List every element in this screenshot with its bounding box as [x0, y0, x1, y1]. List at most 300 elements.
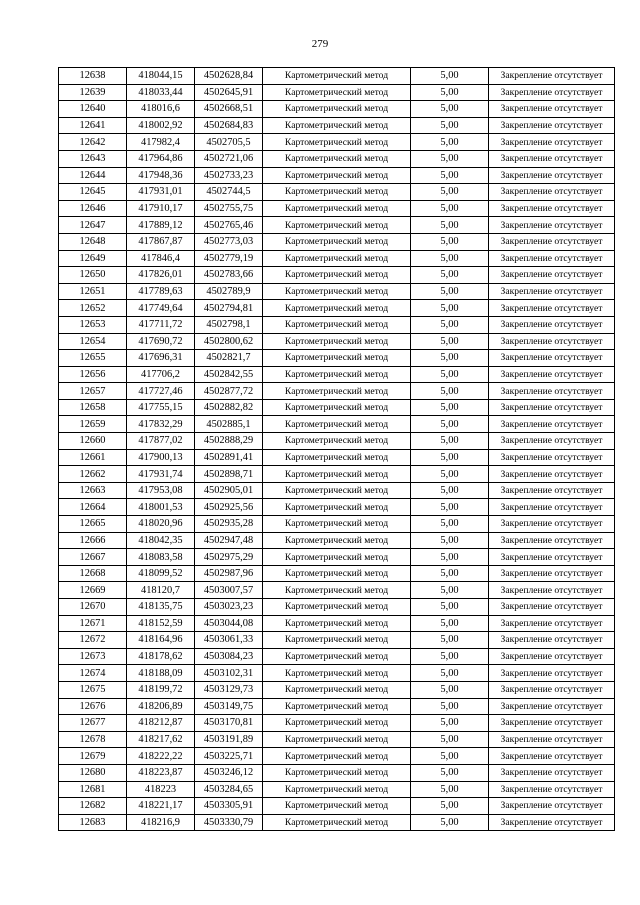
accuracy-cell: 5,00: [411, 615, 489, 632]
method-cell: Картометрический метод: [263, 250, 411, 267]
method-cell: Картометрический метод: [263, 466, 411, 483]
table-row: [59, 333, 615, 350]
point-number-cell: 12680: [59, 764, 127, 781]
point-number-cell: 12645: [59, 184, 127, 201]
method-cell: Картометрический метод: [263, 101, 411, 118]
fixation-cell: Закрепление отсутствует: [489, 781, 615, 798]
table-row: [59, 250, 615, 267]
accuracy-cell: 5,00: [411, 466, 489, 483]
table-row: [59, 665, 615, 682]
method-cell: Картометрический метод: [263, 383, 411, 400]
accuracy-cell: 5,00: [411, 134, 489, 151]
accuracy-cell: 5,00: [411, 250, 489, 267]
accuracy-cell: 5,00: [411, 316, 489, 333]
table-row: [59, 350, 615, 367]
fixation-cell: Закрепление отсутствует: [489, 466, 615, 483]
y-coordinate-cell: 4503191,89: [195, 731, 263, 748]
fixation-cell: Закрепление отсутствует: [489, 433, 615, 450]
method-cell: Картометрический метод: [263, 150, 411, 167]
y-coordinate-cell: 4502733,23: [195, 167, 263, 184]
table-row: [59, 117, 615, 134]
table-row: [59, 466, 615, 483]
x-coordinate-cell: 418199,72: [127, 681, 195, 698]
method-cell: Картометрический метод: [263, 167, 411, 184]
y-coordinate-cell: 4503246,12: [195, 764, 263, 781]
y-coordinate-cell: 4502800,62: [195, 333, 263, 350]
point-number-cell: 12678: [59, 731, 127, 748]
table-row: [59, 798, 615, 815]
method-cell: Картометрический метод: [263, 333, 411, 350]
fixation-cell: Закрепление отсутствует: [489, 615, 615, 632]
x-coordinate-cell: 417749,64: [127, 300, 195, 317]
accuracy-cell: 5,00: [411, 449, 489, 466]
x-coordinate-cell: 418164,96: [127, 632, 195, 649]
accuracy-cell: 5,00: [411, 333, 489, 350]
point-number-cell: 12642: [59, 134, 127, 151]
point-number-cell: 12671: [59, 615, 127, 632]
y-coordinate-cell: 4502755,75: [195, 200, 263, 217]
method-cell: Картометрический метод: [263, 499, 411, 516]
fixation-cell: Закрепление отсутствует: [489, 366, 615, 383]
fixation-cell: Закрепление отсутствует: [489, 715, 615, 732]
x-coordinate-cell: 417931,01: [127, 184, 195, 201]
table-row: [59, 366, 615, 383]
method-cell: Картометрический метод: [263, 316, 411, 333]
fixation-cell: Закрепление отсутствует: [489, 300, 615, 317]
accuracy-cell: 5,00: [411, 764, 489, 781]
point-number-cell: 12679: [59, 748, 127, 765]
x-coordinate-cell: 418002,92: [127, 117, 195, 134]
table-row: [59, 715, 615, 732]
method-cell: Картометрический метод: [263, 632, 411, 649]
accuracy-cell: 5,00: [411, 366, 489, 383]
method-cell: Картометрический метод: [263, 184, 411, 201]
point-number-cell: 12674: [59, 665, 127, 682]
fixation-cell: Закрепление отсутствует: [489, 516, 615, 533]
method-cell: Картометрический метод: [263, 615, 411, 632]
fixation-cell: Закрепление отсутствует: [489, 798, 615, 815]
fixation-cell: Закрепление отсутствует: [489, 449, 615, 466]
x-coordinate-cell: 418033,44: [127, 84, 195, 101]
method-cell: Картометрический метод: [263, 814, 411, 831]
fixation-cell: Закрепление отсутствует: [489, 731, 615, 748]
accuracy-cell: 5,00: [411, 599, 489, 616]
method-cell: Картометрический метод: [263, 715, 411, 732]
x-coordinate-cell: 418223,87: [127, 764, 195, 781]
fixation-cell: Закрепление отсутствует: [489, 814, 615, 831]
method-cell: Картометрический метод: [263, 267, 411, 284]
point-number-cell: 12655: [59, 350, 127, 367]
method-cell: Картометрический метод: [263, 648, 411, 665]
table-row: [59, 449, 615, 466]
accuracy-cell: 5,00: [411, 68, 489, 85]
table-row: [59, 84, 615, 101]
method-cell: Картометрический метод: [263, 731, 411, 748]
fixation-cell: Закрепление отсутствует: [489, 582, 615, 599]
table-row: [59, 632, 615, 649]
y-coordinate-cell: 4502765,46: [195, 217, 263, 234]
method-cell: Картометрический метод: [263, 68, 411, 85]
y-coordinate-cell: 4502773,03: [195, 233, 263, 250]
fixation-cell: Закрепление отсутствует: [489, 499, 615, 516]
table-row: [59, 731, 615, 748]
x-coordinate-cell: 417964,86: [127, 150, 195, 167]
table-row: [59, 383, 615, 400]
method-cell: Картометрический метод: [263, 84, 411, 101]
y-coordinate-cell: 4502898,71: [195, 466, 263, 483]
y-coordinate-cell: 4503149,75: [195, 698, 263, 715]
accuracy-cell: 5,00: [411, 399, 489, 416]
x-coordinate-cell: 418135,75: [127, 599, 195, 616]
point-number-cell: 12644: [59, 167, 127, 184]
point-number-cell: 12656: [59, 366, 127, 383]
accuracy-cell: 5,00: [411, 648, 489, 665]
table-body: [59, 68, 615, 831]
fixation-cell: Закрепление отсутствует: [489, 565, 615, 582]
accuracy-cell: 5,00: [411, 582, 489, 599]
x-coordinate-cell: 418188,09: [127, 665, 195, 682]
method-cell: Картометрический метод: [263, 681, 411, 698]
point-number-cell: 12660: [59, 433, 127, 450]
fixation-cell: Закрепление отсутствует: [489, 333, 615, 350]
method-cell: Картометрический метод: [263, 516, 411, 533]
accuracy-cell: 5,00: [411, 200, 489, 217]
method-cell: Картометрический метод: [263, 798, 411, 815]
accuracy-cell: 5,00: [411, 549, 489, 566]
method-cell: Картометрический метод: [263, 366, 411, 383]
accuracy-cell: 5,00: [411, 383, 489, 400]
accuracy-cell: 5,00: [411, 632, 489, 649]
table-row: [59, 150, 615, 167]
y-coordinate-cell: 4502721,06: [195, 150, 263, 167]
accuracy-cell: 5,00: [411, 233, 489, 250]
y-coordinate-cell: 4503007,57: [195, 582, 263, 599]
y-coordinate-cell: 4502794,81: [195, 300, 263, 317]
y-coordinate-cell: 4503330,79: [195, 814, 263, 831]
x-coordinate-cell: 418206,89: [127, 698, 195, 715]
method-cell: Картометрический метод: [263, 200, 411, 217]
point-number-cell: 12649: [59, 250, 127, 267]
fixation-cell: Закрепление отсутствует: [489, 167, 615, 184]
point-number-cell: 12658: [59, 399, 127, 416]
accuracy-cell: 5,00: [411, 748, 489, 765]
y-coordinate-cell: 4502975,29: [195, 549, 263, 566]
y-coordinate-cell: 4503023,23: [195, 599, 263, 616]
fixation-cell: Закрепление отсутствует: [489, 748, 615, 765]
x-coordinate-cell: 418152,59: [127, 615, 195, 632]
fixation-cell: Закрепление отсутствует: [489, 233, 615, 250]
table-row: [59, 233, 615, 250]
x-coordinate-cell: 418223: [127, 781, 195, 798]
table-row: [59, 764, 615, 781]
accuracy-cell: 5,00: [411, 499, 489, 516]
point-number-cell: 12651: [59, 283, 127, 300]
table-row: [59, 781, 615, 798]
point-number-cell: 12672: [59, 632, 127, 649]
fixation-cell: Закрепление отсутствует: [489, 117, 615, 134]
table-row: [59, 184, 615, 201]
y-coordinate-cell: 4503225,71: [195, 748, 263, 765]
y-coordinate-cell: 4502987,96: [195, 565, 263, 582]
x-coordinate-cell: 417867,87: [127, 233, 195, 250]
y-coordinate-cell: 4502628,84: [195, 68, 263, 85]
method-cell: Картометрический метод: [263, 134, 411, 151]
accuracy-cell: 5,00: [411, 433, 489, 450]
x-coordinate-cell: 418001,53: [127, 499, 195, 516]
x-coordinate-cell: 418020,96: [127, 516, 195, 533]
method-cell: Картометрический метод: [263, 665, 411, 682]
fixation-cell: Закрепление отсутствует: [489, 681, 615, 698]
y-coordinate-cell: 4502935,28: [195, 516, 263, 533]
point-number-cell: 12657: [59, 383, 127, 400]
table-row: [59, 283, 615, 300]
point-number-cell: 12668: [59, 565, 127, 582]
point-number-cell: 12673: [59, 648, 127, 665]
x-coordinate-cell: 417900,13: [127, 449, 195, 466]
table-row: [59, 433, 615, 450]
point-number-cell: 12664: [59, 499, 127, 516]
accuracy-cell: 5,00: [411, 84, 489, 101]
point-number-cell: 12665: [59, 516, 127, 533]
table-row: [59, 200, 615, 217]
point-number-cell: 12648: [59, 233, 127, 250]
x-coordinate-cell: 418016,6: [127, 101, 195, 118]
x-coordinate-cell: 417755,15: [127, 399, 195, 416]
x-coordinate-cell: 417889,12: [127, 217, 195, 234]
table-row: [59, 814, 615, 831]
y-coordinate-cell: 4502882,82: [195, 399, 263, 416]
accuracy-cell: 5,00: [411, 217, 489, 234]
point-number-cell: 12683: [59, 814, 127, 831]
accuracy-cell: 5,00: [411, 482, 489, 499]
method-cell: Картометрический метод: [263, 433, 411, 450]
table-row: [59, 565, 615, 582]
x-coordinate-cell: 417931,74: [127, 466, 195, 483]
table-row: [59, 416, 615, 433]
y-coordinate-cell: 4502705,5: [195, 134, 263, 151]
method-cell: Картометрический метод: [263, 117, 411, 134]
y-coordinate-cell: 4503305,91: [195, 798, 263, 815]
table-row: [59, 599, 615, 616]
point-number-cell: 12647: [59, 217, 127, 234]
x-coordinate-cell: 417826,01: [127, 267, 195, 284]
table-row: [59, 698, 615, 715]
point-number-cell: 12646: [59, 200, 127, 217]
x-coordinate-cell: 418044,15: [127, 68, 195, 85]
y-coordinate-cell: 4503084,23: [195, 648, 263, 665]
y-coordinate-cell: 4502888,29: [195, 433, 263, 450]
fixation-cell: Закрепление отсутствует: [489, 648, 615, 665]
accuracy-cell: 5,00: [411, 565, 489, 582]
table-row: [59, 748, 615, 765]
y-coordinate-cell: 4502789,9: [195, 283, 263, 300]
method-cell: Картометрический метод: [263, 748, 411, 765]
table-row: [59, 267, 615, 284]
table-row: [59, 516, 615, 533]
x-coordinate-cell: 417711,72: [127, 316, 195, 333]
point-number-cell: 12641: [59, 117, 127, 134]
y-coordinate-cell: 4503061,33: [195, 632, 263, 649]
method-cell: Картометрический метод: [263, 416, 411, 433]
table-row: [59, 300, 615, 317]
fixation-cell: Закрепление отсутствует: [489, 68, 615, 85]
table-row: [59, 217, 615, 234]
x-coordinate-cell: 417953,08: [127, 482, 195, 499]
x-coordinate-cell: 418099,52: [127, 565, 195, 582]
point-number-cell: 12662: [59, 466, 127, 483]
method-cell: Картометрический метод: [263, 781, 411, 798]
table-row: [59, 615, 615, 632]
point-number-cell: 12669: [59, 582, 127, 599]
x-coordinate-cell: 418178,62: [127, 648, 195, 665]
accuracy-cell: 5,00: [411, 283, 489, 300]
table-row: [59, 68, 615, 85]
y-coordinate-cell: 4502645,91: [195, 84, 263, 101]
fixation-cell: Закрепление отсутствует: [489, 267, 615, 284]
accuracy-cell: 5,00: [411, 117, 489, 134]
fixation-cell: Закрепление отсутствует: [489, 316, 615, 333]
y-coordinate-cell: 4502744,5: [195, 184, 263, 201]
fixation-cell: Закрепление отсутствует: [489, 665, 615, 682]
accuracy-cell: 5,00: [411, 516, 489, 533]
x-coordinate-cell: 417696,31: [127, 350, 195, 367]
fixation-cell: Закрепление отсутствует: [489, 698, 615, 715]
x-coordinate-cell: 417690,72: [127, 333, 195, 350]
point-number-cell: 12652: [59, 300, 127, 317]
x-coordinate-cell: 417910,17: [127, 200, 195, 217]
y-coordinate-cell: 4503129,73: [195, 681, 263, 698]
method-cell: Картометрический метод: [263, 300, 411, 317]
y-coordinate-cell: 4502905,01: [195, 482, 263, 499]
fixation-cell: Закрепление отсутствует: [489, 383, 615, 400]
y-coordinate-cell: 4503102,31: [195, 665, 263, 682]
y-coordinate-cell: 4502783,66: [195, 267, 263, 284]
accuracy-cell: 5,00: [411, 681, 489, 698]
accuracy-cell: 5,00: [411, 698, 489, 715]
x-coordinate-cell: 418221,17: [127, 798, 195, 815]
method-cell: Картометрический метод: [263, 233, 411, 250]
method-cell: Картометрический метод: [263, 549, 411, 566]
accuracy-cell: 5,00: [411, 167, 489, 184]
method-cell: Картометрический метод: [263, 698, 411, 715]
accuracy-cell: 5,00: [411, 150, 489, 167]
y-coordinate-cell: 4502684,83: [195, 117, 263, 134]
accuracy-cell: 5,00: [411, 101, 489, 118]
x-coordinate-cell: 417832,29: [127, 416, 195, 433]
x-coordinate-cell: 417846,4: [127, 250, 195, 267]
y-coordinate-cell: 4503044,08: [195, 615, 263, 632]
fixation-cell: Закрепление отсутствует: [489, 134, 615, 151]
point-number-cell: 12667: [59, 549, 127, 566]
x-coordinate-cell: 417727,46: [127, 383, 195, 400]
accuracy-cell: 5,00: [411, 715, 489, 732]
coordinates-table: [58, 67, 615, 831]
y-coordinate-cell: 4502891,41: [195, 449, 263, 466]
fixation-cell: Закрепление отсутствует: [489, 416, 615, 433]
y-coordinate-cell: 4502668,51: [195, 101, 263, 118]
table-row: [59, 582, 615, 599]
point-number-cell: 12661: [59, 449, 127, 466]
x-coordinate-cell: 418042,35: [127, 532, 195, 549]
accuracy-cell: 5,00: [411, 416, 489, 433]
fixation-cell: Закрепление отсутствует: [489, 632, 615, 649]
accuracy-cell: 5,00: [411, 350, 489, 367]
x-coordinate-cell: 417877,02: [127, 433, 195, 450]
table-row: [59, 648, 615, 665]
accuracy-cell: 5,00: [411, 184, 489, 201]
y-coordinate-cell: 4502821,7: [195, 350, 263, 367]
method-cell: Картометрический метод: [263, 283, 411, 300]
point-number-cell: 12677: [59, 715, 127, 732]
table-row: [59, 499, 615, 516]
fixation-cell: Закрепление отсутствует: [489, 283, 615, 300]
point-number-cell: 12640: [59, 101, 127, 118]
fixation-cell: Закрепление отсутствует: [489, 350, 615, 367]
x-coordinate-cell: 418217,62: [127, 731, 195, 748]
point-number-cell: 12659: [59, 416, 127, 433]
x-coordinate-cell: 418212,87: [127, 715, 195, 732]
point-number-cell: 12663: [59, 482, 127, 499]
fixation-cell: Закрепление отсутствует: [489, 217, 615, 234]
x-coordinate-cell: 418120,7: [127, 582, 195, 599]
point-number-cell: 12682: [59, 798, 127, 815]
y-coordinate-cell: 4502779,19: [195, 250, 263, 267]
table-row: [59, 482, 615, 499]
x-coordinate-cell: 417789,63: [127, 283, 195, 300]
x-coordinate-cell: 417948,36: [127, 167, 195, 184]
x-coordinate-cell: 418083,58: [127, 549, 195, 566]
x-coordinate-cell: 417706,2: [127, 366, 195, 383]
table-row: [59, 399, 615, 416]
fixation-cell: Закрепление отсутствует: [489, 250, 615, 267]
accuracy-cell: 5,00: [411, 798, 489, 815]
y-coordinate-cell: 4502798,1: [195, 316, 263, 333]
table-row: [59, 532, 615, 549]
method-cell: Картометрический метод: [263, 764, 411, 781]
table-row: [59, 101, 615, 118]
y-coordinate-cell: 4502885,1: [195, 416, 263, 433]
fixation-cell: Закрепление отсутствует: [489, 532, 615, 549]
y-coordinate-cell: 4502842,55: [195, 366, 263, 383]
fixation-cell: Закрепление отсутствует: [489, 482, 615, 499]
fixation-cell: Закрепление отсутствует: [489, 764, 615, 781]
point-number-cell: 12666: [59, 532, 127, 549]
method-cell: Картометрический метод: [263, 350, 411, 367]
fixation-cell: Закрепление отсутствует: [489, 549, 615, 566]
fixation-cell: Закрепление отсутствует: [489, 184, 615, 201]
point-number-cell: 12654: [59, 333, 127, 350]
point-number-cell: 12638: [59, 68, 127, 85]
y-coordinate-cell: 4502877,72: [195, 383, 263, 400]
accuracy-cell: 5,00: [411, 665, 489, 682]
fixation-cell: Закрепление отсутствует: [489, 599, 615, 616]
accuracy-cell: 5,00: [411, 532, 489, 549]
point-number-cell: 12643: [59, 150, 127, 167]
x-coordinate-cell: 418216,9: [127, 814, 195, 831]
page-number: 279: [311, 38, 329, 50]
x-coordinate-cell: 418222,22: [127, 748, 195, 765]
point-number-cell: 12676: [59, 698, 127, 715]
y-coordinate-cell: 4503284,65: [195, 781, 263, 798]
method-cell: Картометрический метод: [263, 482, 411, 499]
method-cell: Картометрический метод: [263, 532, 411, 549]
fixation-cell: Закрепление отсутствует: [489, 200, 615, 217]
fixation-cell: Закрепление отсутствует: [489, 84, 615, 101]
method-cell: Картометрический метод: [263, 449, 411, 466]
method-cell: Картометрический метод: [263, 582, 411, 599]
y-coordinate-cell: 4503170,81: [195, 715, 263, 732]
x-coordinate-cell: 417982,4: [127, 134, 195, 151]
